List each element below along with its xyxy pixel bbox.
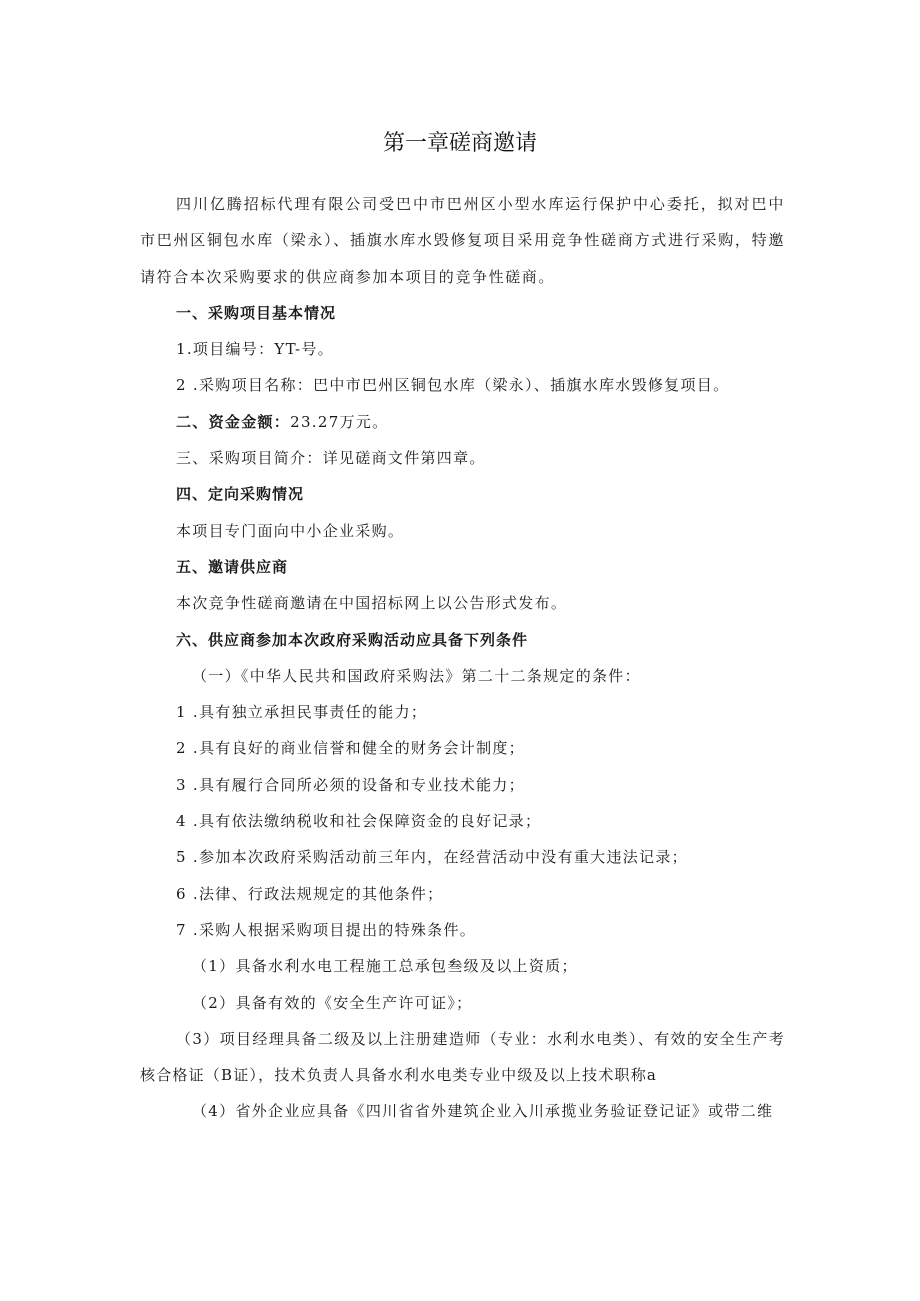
special-condition: （1）具备水利水电工程施工总承包叁级及以上资质； [192,957,578,976]
page-title: 第一章磋商邀请 [382,131,537,156]
summary-value: 详见磋商文件第四章。 [322,449,486,468]
section-heading-5: 五、邀请供应商 [176,557,289,576]
summary-label: 三、采购项目简介： [176,449,323,468]
subsection-heading: （一）《中华人民共和国政府采购法》第二十二条规定的条件： [192,666,641,685]
directed-procurement-text: 本项目专门面向中小企业采购。 [176,521,405,540]
funding-value: 23.27万元。 [290,412,389,431]
special-condition: （3）项目经理具备二级及以上注册建造师（专业：水利水电类）、有效的安全生产考核合格证（B证），技术负责人具备水利水电类专业中级及以上技术职称a [140,1029,785,1085]
condition-item: 7 .采购人根据采购项目提出的特殊条件。 [176,920,477,939]
special-condition: （4）省外企业应具备《四川省省外建筑企业入川承揽业务验证登记证》或带二维 [192,1102,774,1121]
project-number: 1.项目编号：YT-号。 [176,340,334,359]
document-body [140,186,785,1130]
condition-item: 2 .具有良好的商业信誉和健全的财务会计制度； [176,739,525,758]
condition-item: 1 .具有独立承担民事责任的能力； [176,703,428,722]
condition-item: 4 .具有依法缴纳税收和社会保障资金的良好记录； [176,812,542,831]
intro-paragraph: 四川亿腾招标代理有限公司受巴中市巴州区小型水库运行保护中心委托，拟对巴中市巴州区铜包水库（梁永）、插旗水库水毁修复项目采用竞争性磋商方式进行采购，特邀请符合本次采购要求的供应商参加本项目的竞争性磋商。 [140,195,785,286]
section-funding [140,404,785,440]
special-condition: （2）具备有效的《安全生产许可证》； [192,993,473,1012]
invitation-text: 本次竞争性磋商邀请在中国招标网上以公告形式发布。 [176,594,568,613]
section-heading-6: 六、供应商参加本次政府采购活动应具备下列条件 [176,630,529,649]
condition-item: 5 .参加本次政府采购活动前三年内，在经营活动中没有重大违法记录； [176,848,688,867]
section-summary [140,440,785,476]
condition-item: 6 .法律、行政法规规定的其他条件； [176,884,444,903]
section-heading-1: 一、采购项目基本情况 [176,303,337,322]
funding-label: 二、资金金额： [176,412,291,431]
condition-item: 3 .具有履行合同所必须的设备和专业技术能力； [176,775,525,794]
section-heading-4: 四、定向采购情况 [176,485,305,504]
project-name: 2 .采购项目名称：巴中市巴州区铜包水库（梁永）、插旗水库水毁修复项目。 [176,376,730,395]
